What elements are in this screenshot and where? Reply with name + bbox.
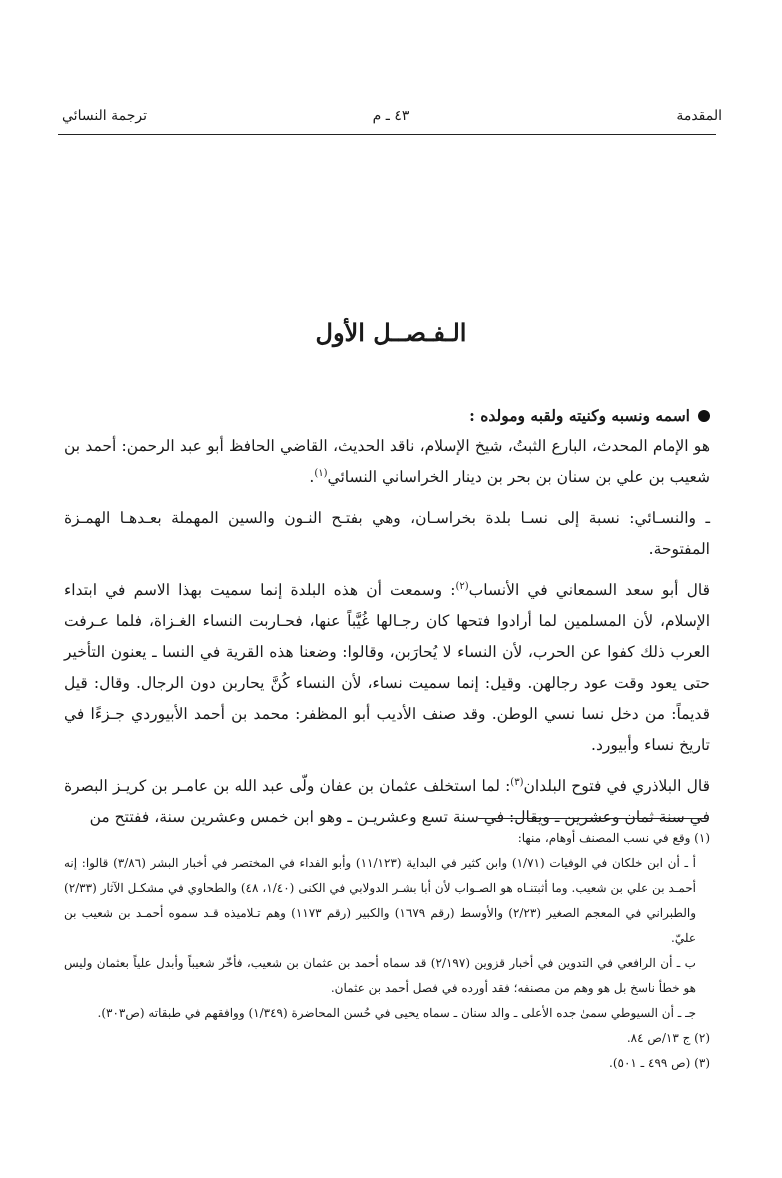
paragraph-samani-rest: : وسمعت أن هذه البلدة إنما سميت بهذا الاسم في ابتداء الإسلام، لأن المسلمين لما أرادوا فتحها كان رجـالها غُيَّباً عنها، فحـاربت النساء الغـزاة، فلما عـرفت العرب ذلك كفوا عن الحرب، لأن النساء لا يُحارَبن، وقالوا: وضعنا هذه القرية في النسا ـ يعنون التأخير حتى يعود وقت عود رجالهن. وقيل: إنما سميت نساء، لأن النساء كُنَّ يحاربن دون الرجال. وقال: قيل قديماً: من دخل نسا نسي الوطن. وقد صنف الأديب أبو المظفر: محمد بن أحمد الأبيوردي جـزءًا في تاريخ نساء وأبيورد.: [64, 581, 710, 754]
paragraph-name-end: .: [309, 468, 315, 486]
footnote-2: (٢) ج ١٣/ص ٨٤.: [626, 1031, 710, 1045]
chapter-title: الـفـصــل الأول: [315, 318, 467, 347]
footnote-rule: [478, 818, 708, 819]
paragraph-baladhuri: [64, 771, 710, 833]
paragraph-samani-start: قال أبو سعد السمعاني في الأنساب: [468, 581, 710, 599]
paragraph-nisba: ـ والنسـائي: نسبة إلى نسـا بلدة بخراسـان، وهي بفتـح النـون والسين المهملة بعـدهـا الهمـزة المفتوحة.: [64, 509, 710, 558]
section-heading: [64, 400, 710, 431]
paragraph-baladhuri-rest: : لما استخلف عثمان بن عفان ولّى عبد الله بن عامـر بن كريـز البصرة في سنة ثمان وعشرين ـ ويقال: في سنة تسع وعشريـن ـ وهو ابن خمس وعشرين سنة، ففتتح من: [64, 777, 710, 826]
paragraph-name-text: هو الإمام المحدث، البارع الثبتُ، شيخ الإسلام، ناقد الحديث، القاضي الحافظ أبو عبد الرحمن: أحمد بن شعيب بن علي بن سنان بن بحر بن دينار الخراساني النسائي: [64, 437, 710, 486]
header-rule: [58, 134, 716, 135]
paragraph-name: [64, 431, 710, 493]
footnote-ref-2[interactable]: (٢): [455, 580, 469, 592]
section-heading-text: اسمه ونسبه وكنيته ولقبه ومولده :: [469, 406, 690, 425]
footnote-3: (٣) (ص ٤٩٩ ـ ٥٠١).: [609, 1056, 710, 1070]
footnote-ref-1[interactable]: (١): [314, 467, 328, 479]
footnote-1b: ب ـ أن الرافعي في التدوين في أخبار قزوين (٢/١٩٧) قد سماه أحمد بن عثمان بن شعيب، فأخّر شعيباً وأبدل علياً بعثمان وليس هو خطأ ناسخ بل هو وهم من مصنفه؛ فقد أورده في فصل أحمد بن عثمان.: [64, 956, 696, 995]
header-page-number: ٤٣ ـ م: [372, 108, 410, 124]
paragraph-samani: [64, 575, 710, 761]
bullet-icon: [698, 410, 710, 422]
main-text: [64, 400, 710, 843]
footnote-1c: جـ ـ أن السيوطي سمىٰ جده الأعلى ـ والد سنان ـ سماه يحيى في حُسن المحاضرة (١/٣٤٩) ووافقهم في طبقاته (ص٣٠٣).: [97, 1006, 696, 1020]
footnotes: [64, 826, 710, 1076]
header-running-title: ترجمة النسائي: [62, 108, 148, 124]
footnote-1a: أ ـ أن ابن خلكان في الوفيات (١/٧١) وابن كثير في البداية (١١/١٢٣) وأبو الفداء في المختصر في أخبار البشر (٣/٨٦) قالوا: إنه أحمـد بن علي بن شعيب. وما أثبتنـاه هو الصـواب لأن أبا بشـر الدولابي في الكنى (١/٤٠، ٤٨) والطحاوي في مشكـل الآثار (٢/٣٣) والطبراني في المعجم الصغير (٢/٢٣) والأوسط (رقم ١٦٧٩) والكبير (رقم ١١٧٣) وهم تـلاميذه قـد سموه أحمـد بن شعيب بن عليّ.: [64, 856, 697, 945]
paragraph-baladhuri-start: قال البلاذري في فتوح البلدان: [523, 777, 710, 795]
footnote-1: (١) وقع في نسب المصنف أوهام، منها:: [517, 831, 710, 845]
footnote-ref-3[interactable]: (٣): [510, 776, 524, 788]
header-section-title: المقدمة: [676, 108, 722, 124]
